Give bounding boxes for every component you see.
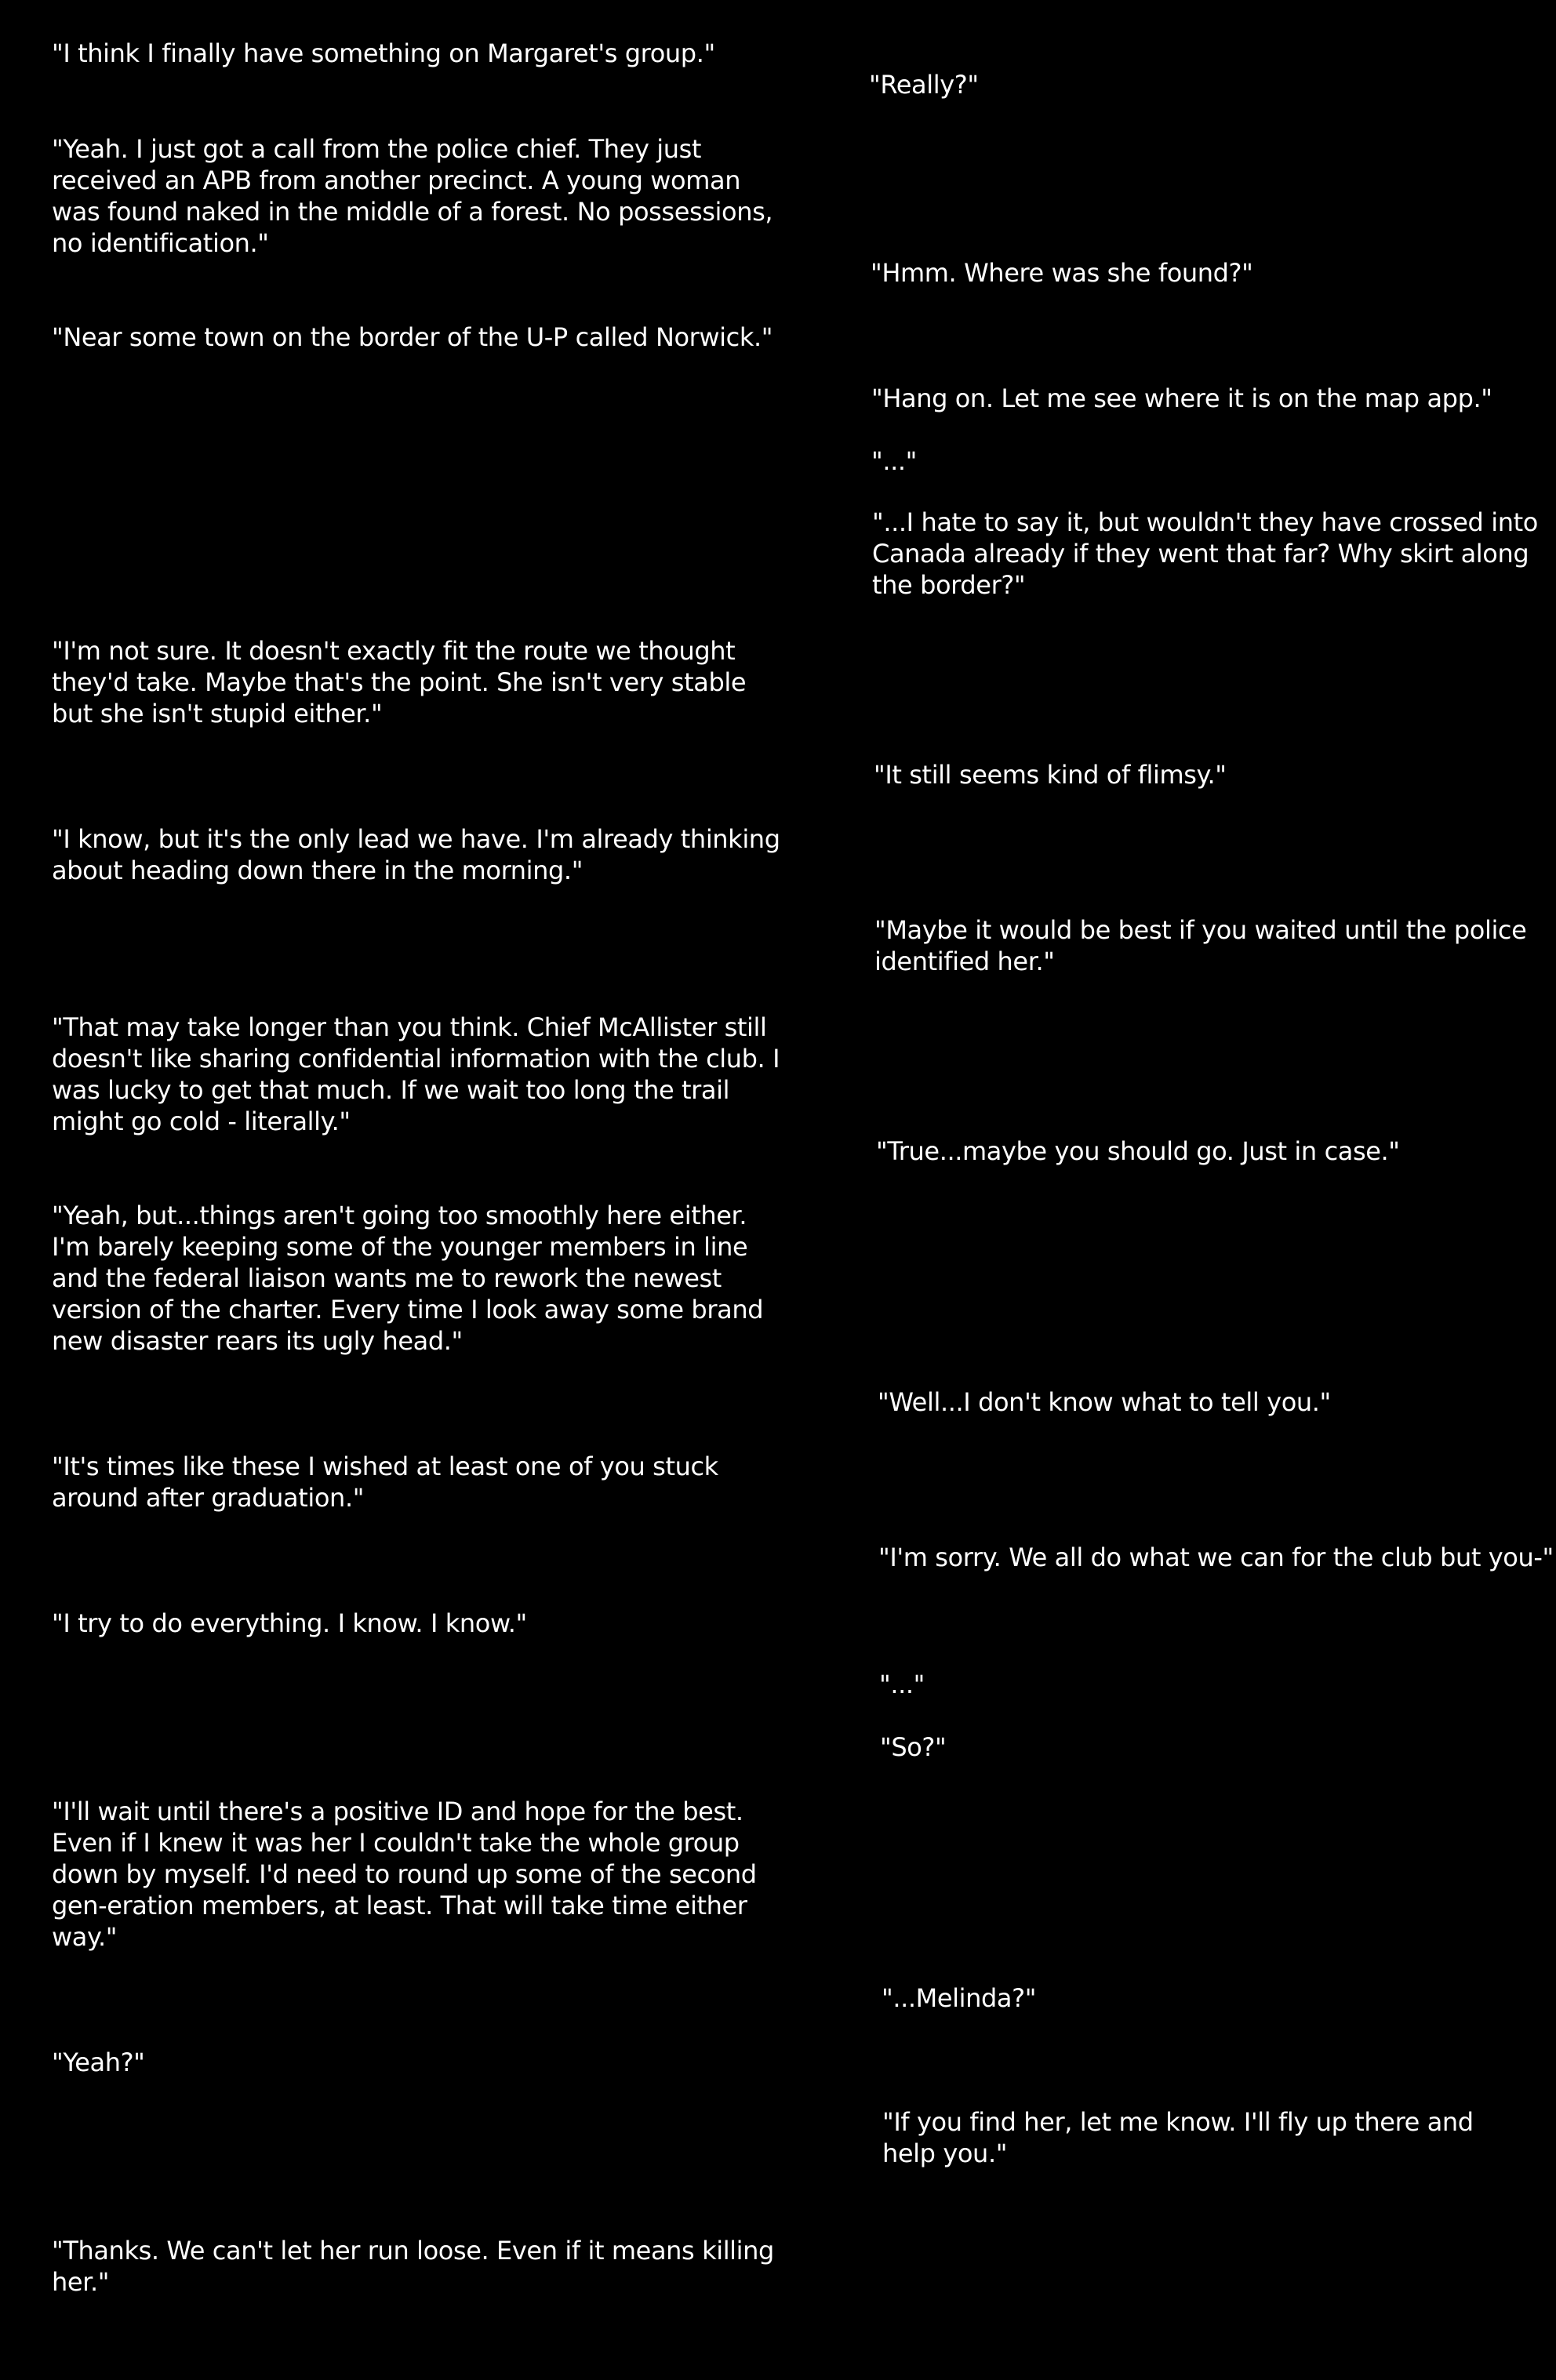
dialogue-right-line: "Maybe it would be best if you waited until the police identified her." [874, 915, 1535, 976]
dialogue-right-line: "..." [879, 1670, 925, 1699]
dialogue-right-line: "It still seems kind of flimsy." [874, 760, 1227, 790]
dialogue-right-line: "Really?" [869, 70, 979, 100]
dialogue-right-line: "So?" [880, 1732, 947, 1762]
dialogue-right-line: "True...maybe you should go. Just in case." [876, 1136, 1400, 1166]
dialogue-right-line: "Hang on. Let me see where it is on the map app." [871, 383, 1492, 413]
dialogue-right-line: "Well...I don't know what to tell you." [878, 1387, 1331, 1417]
dialogue-right-line: "Hmm. Where was she found?" [871, 258, 1253, 288]
dialogue-left-line: "Yeah?" [52, 2048, 145, 2077]
dialogue-left-line: "Yeah, but...things aren't going too smoothly here either. I'm barely keeping some of the younger members in line and the federal liaison wants me to rework the newest version of the charter. Every time I look away some brand new disaster rears its ugly head." [52, 1201, 771, 1356]
dialogue-right-line: "..." [871, 446, 917, 476]
dialogue-left-line: "Yeah. I just got a call from the police chief. They just received an APB from another precinct. A young woman was found naked in the middle of a forest. No possessions, no identification." [52, 134, 780, 258]
dialogue-left-line: "Thanks. We can't let her run loose. Even if it means killing her." [52, 2236, 782, 2297]
dialogue-left-line: "I'll wait until there's a positive ID and hope for the best. Even if I knew it was her I couldn't take the whole group down by myself. I'd need to round up some of the second gen-eration members, at least. That will take time either way." [52, 1797, 765, 1952]
dialogue-right-line: "I'm sorry. We all do what we can for the club but you-" [878, 1542, 1554, 1572]
dialogue-left-line: "I know, but it's the only lead we have. I'm already thinking about heading down there in the morning." [52, 824, 788, 885]
dialogue-left-line: "I'm not sure. It doesn't exactly fit the route we thought they'd take. Maybe that's the point. She isn't very stable but she isn't stupid either." [52, 636, 754, 729]
dialogue-right-line: "...Melinda?" [882, 1983, 1037, 2013]
dialogue-right-line: "If you find her, let me know. I'll fly up there and help you." [882, 2107, 1481, 2168]
dialogue-left-line: "I think I finally have something on Margaret's group." [52, 38, 715, 68]
dialogue-left-line: "That may take longer than you think. Chief McAllister still doesn't like sharing confidential information with the club. I was lucky to get that much. If we wait too long the trail might go cold - literally." [52, 1012, 787, 1136]
dialogue-left-line: "Near some town on the border of the U-P called Norwick." [52, 322, 773, 352]
dialogue-right-line: "...I hate to say it, but wouldn't they have crossed into Canada already if they went that far? Why skirt along the border?" [872, 507, 1546, 600]
dialogue-left-line: "It's times like these I wished at least one of you stuck around after graduation." [52, 1452, 726, 1513]
dialogue-left-line: "I try to do everything. I know. I know." [52, 1608, 527, 1638]
